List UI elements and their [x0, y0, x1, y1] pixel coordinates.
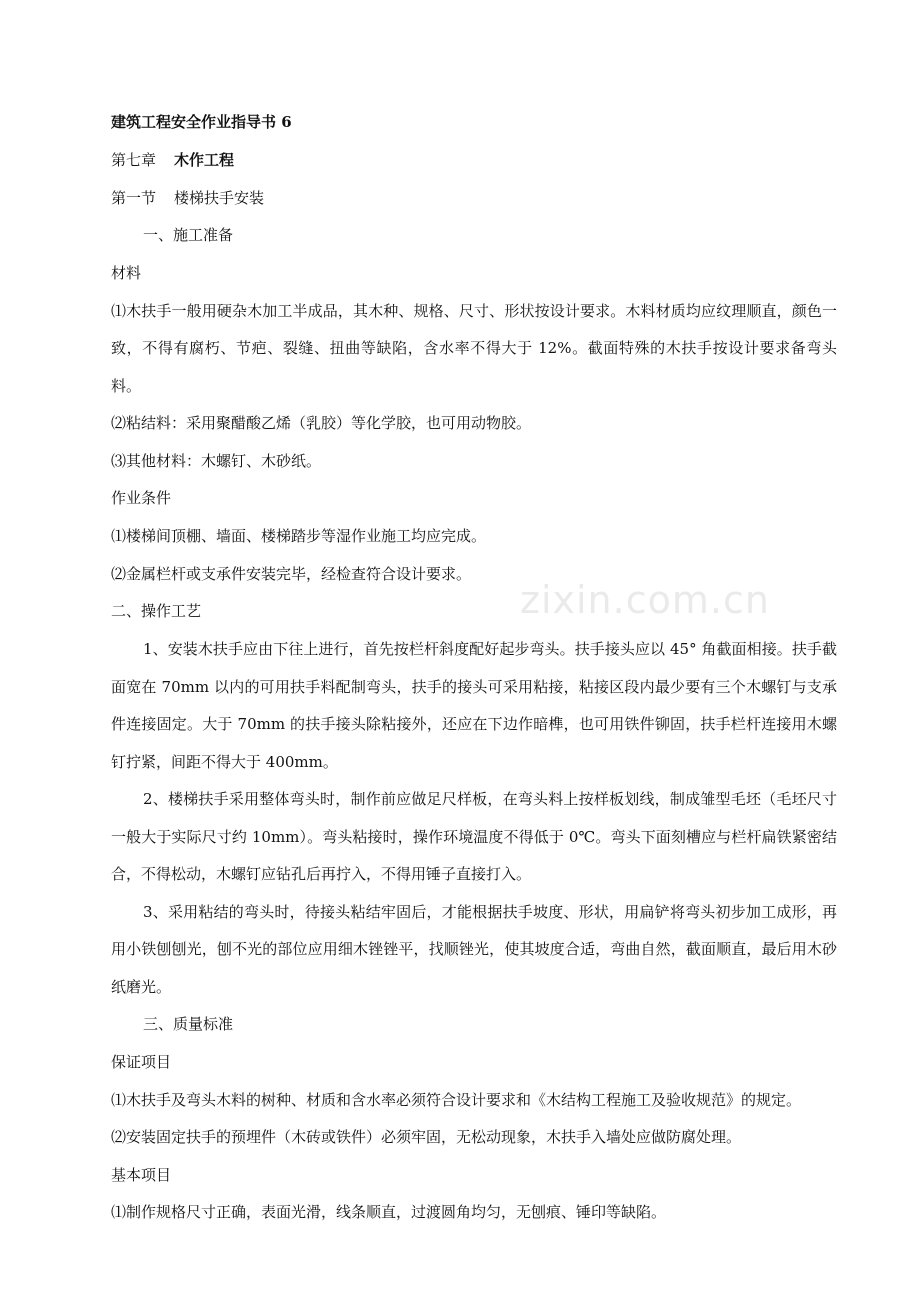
part3-heading: 三、质量标准 [143, 1015, 234, 1034]
section-number: 第一节 [111, 188, 157, 207]
section-title: 楼梯扶手安装 [174, 188, 265, 207]
chapter-number: 第七章 [111, 150, 157, 169]
watermark: zixin.com.cn [520, 578, 770, 622]
chapter-title: 木作工程 [174, 150, 235, 169]
document-title: 建筑工程安全作业指导书 6 [111, 113, 292, 131]
guarantee-label: 保证项目 [111, 1052, 172, 1071]
process-step-2: 2、楼梯扶手采用整体弯头时，制作前应做足尺样板，在弯头料上按样板划线，制成雏型毛坯（毛坯尺寸一般大于实际尺寸约 10mm）。弯头粘接时，操作环境温度不得低于 0℃。弯头下面刻槽应与栏杆扁铁紧密结合，不得松动，木螺钉应钻孔后再拧入，不得用锤子直接打入。 [111, 790, 837, 884]
materials-label: 材料 [111, 264, 142, 283]
basic-item-1: ⑴制作规格尺寸正确，表面光滑，线条顺直，过渡圆角均匀，无刨痕、锤印等缺陷。 [111, 1203, 667, 1222]
conditions-item-2: ⑵金属栏杆或支承件安装完毕，经检查符合设计要求。 [111, 564, 472, 583]
guarantee-item-1: ⑴木扶手及弯头木料的树种、材质和含水率必须符合设计要求和《木结构工程施工及验收规范》的规定。 [111, 1090, 802, 1109]
materials-item-1: ⑴木扶手一般用硬杂木加工半成品，其木种、规格、尺寸、形状按设计要求。木料材质均应纹理顺直，颜色一致，不得有腐朽、节疤、裂缝、扭曲等缺陷，含水率不得大于 12%。截面特殊的木扶手按设计要求备弯头料。 [111, 301, 837, 395]
conditions-label: 作业条件 [111, 489, 172, 508]
process-step-3: 3、采用粘结的弯头时，待接头粘结牢固后，才能根据扶手坡度、形状，用扁铲将弯头初步加工成形，再用小铁刨刨光，刨不光的部位应用细木锉锉平，找顺锉光，使其坡度合适，弯曲自然，截面顺直，最后用木砂纸磨光。 [111, 902, 837, 996]
conditions-item-1: ⑴楼梯间顶棚、墙面、楼梯踏步等湿作业施工均应完成。 [111, 527, 487, 546]
part2-heading: 二、操作工艺 [111, 602, 202, 621]
guarantee-item-2: ⑵安装固定扶手的预埋件（木砖或铁件）必须牢固，无松动现象，木扶手入墙处应做防腐处理。 [111, 1128, 742, 1147]
chapter-heading [111, 142, 837, 180]
process-step-1: 1、安装木扶手应由下往上进行，首先按栏杆斜度配好起步弯头。扶手接头应以 45° 角截面相接。扶手截面宽在 70mm 以内的可用扶手料配制弯头，扶手的接头可采用粘接，粘接区段内最少要有三个木螺钉与支承件连接固定。大于 70mm 的扶手接头除粘接外，还应在下边作暗榫，也可用铁件铆固，扶手栏杆连接用木螺钉拧紧，间距不得大于 400mm。 [111, 640, 837, 771]
materials-item-2: ⑵粘结料：采用聚醋酸乙烯（乳胶）等化学胶，也可用动物胶。 [111, 414, 532, 433]
part1-heading: 一、施工准备 [143, 226, 234, 245]
document-body [111, 104, 837, 1232]
section-heading [111, 180, 837, 218]
basic-label: 基本项目 [111, 1165, 172, 1184]
materials-item-3: ⑶其他材料：木螺钉、木砂纸。 [111, 451, 322, 470]
